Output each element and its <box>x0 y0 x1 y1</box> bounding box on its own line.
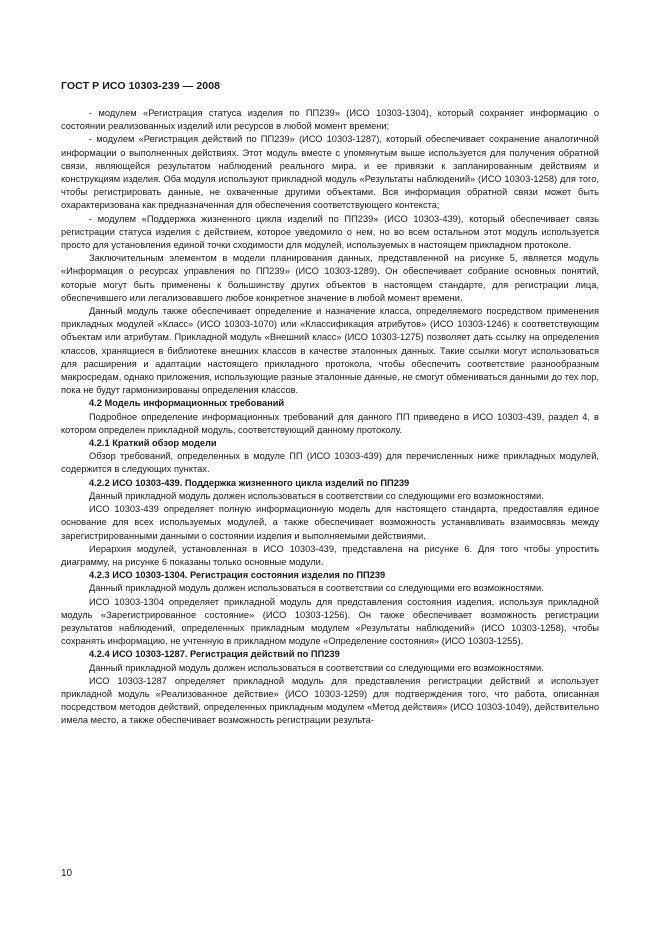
paragraph: ИСО 10303-1304 определяет прикладной модуль для представления состояния изделия, используя прикладной модуль «Зарегистрированное состояние» (ИСО 10303-1256). Он также обеспечивает возможность регистрации результатов наблюдений, определенных прикладным модулем «Результаты наблюдений» (ИСО 10303-1258), чтобы сохранять информацию, не учтенную в прикладном модуле «Определение состояния» (ИСО 10303-1255). <box>61 596 599 647</box>
section-heading: 4.2.3 ИСО 10303-1304. Регистрация состояния изделия по ПП239 <box>89 570 386 581</box>
paragraph: Подробное определение информационных требований для данного ПП приведено в ИСО 10303-439, раздел 4, в котором определен прикладной модуль, соответствующий данному протоколу. <box>61 411 599 435</box>
paragraph: Данный прикладной модуль должен использоваться в соответствии со следующими его возможностями. <box>89 662 544 673</box>
paragraph: Данный модуль также обеспечивает определение и назначение класса, определяемого посредством применения прикладных модулей «Класс» (ИСО 10303-1070) или «Классификация атрибутов» (ИСО 10303-1246) к соответствующим объектам или атрибутам. Прикладной модуль «Внешний класс» (ИСО 10303-1275) позволяет дать ссылку на определения классов, хранящиеся в библиотеке внешних классов в качестве эталонных данных. Такие ссылки могут использоваться для расширения и адаптации настоящего прикладного протокола, чтобы обеспечить соответствие разнообразным макросредам, однако приложения, использующие разные эталонные данные, не смогут обмениваться данными до тех пор, пока не будут гармонизированы определения классов. <box>61 306 599 396</box>
section-heading: 4.2.2 ИСО 10303-439. Поддержка жизненного цикла изделий по ПП239 <box>89 477 410 488</box>
section-heading: 4.2 Модель информационных требований <box>89 398 285 409</box>
paragraph: Обзор требований, определенных в модуле ПП (ИСО 10303-439) для перечисленных ниже прикладных модулей, содержится в следующих пунктах. <box>61 451 599 475</box>
document-body <box>61 107 599 728</box>
paragraph: Заключительным элементом в модели планирования данных, представленной на рисунке 5, является модуль «Информация о ресурсах управления по ПП239» (ИСО 10303-1289). Он обеспечивает собрание основных понятий, которые могут быть применены к большинству других объектов в настоящем стандарте, для регистрации лица, обеспечившего или легализовавшего любое конкретное значение в любой момент времени. <box>61 253 599 303</box>
paragraph: - модулем «Регистрация действий по ПП239» (ИСО 10303-1287), который обеспечивает сохранение аналогичной информации о выполненных действиях. Этот модуль вместе с упомянутым выше используется для получения обратной связи, являющейся результатом наблюдений реального мира, и ее привязки к запланированным действиям и конструкциям изделия. Оба модуля используют прикладной модуль «Результаты наблюдений» (ИСО 10303-1258) для того, чтобы регистрировать данные, не охваченные другими объектами. Вся информация обратной связи может быть охарактеризована как предназначенная для обеспечения соответствующего контекста; <box>61 134 599 211</box>
page-number: 10 <box>61 868 73 879</box>
section-heading: 4.2.4 ИСО 10303-1287. Регистрация действий по ПП239 <box>89 649 340 660</box>
paragraph: ИСО 10303-1287 определяет прикладной модуль для представления регистрации действий и использует прикладной модуль «Реализованное действие» (ИСО 10303-1259) для подтверждения того, что работа, описанная посредством методов действий, определенных прикладным модулем «Метод действия» (ИСО 10303-1049), действительно имела место, а также обеспечивает возможность регистрации результа- <box>61 675 599 726</box>
paragraph: Данный прикладной модуль должен использоваться в соответствии со следующими его возможностями. <box>89 583 544 594</box>
section-heading: 4.2.1 Краткий обзор модели <box>89 438 217 449</box>
paragraph: Данный прикладной модуль должен использоваться в соответствии со следующими его возможностями. <box>89 490 544 501</box>
paragraph: Иерархия модулей, установленная в ИСО 10303-439, представлена на рисунке 6. Для того чтобы упростить диаграмму, на рисунке 6 показаны только основные модули. <box>61 543 599 567</box>
paragraph: - модулем «Регистрация статуса изделия по ПП239» (ИСО 10303-1304), который сохраняет информацию о состоянии реализованных изделий или ресурсов в любой момент времени; <box>61 108 599 132</box>
paragraph: ИСО 10303-439 определяет полную информационную модель для настоящего стандарта, предоставляя единое основание для всех используемых модулей, а также обеспечивает возможность устанавливать взаимосвязь между зарегистрированными данными о состоянии изделия и выполняемыми действиями. <box>61 504 599 541</box>
page-header: ГОСТ Р ИСО 10303-239 — 2008 <box>61 80 221 92</box>
paragraph: - модулем «Поддержка жизненного цикла изделий по ПП239» (ИСО 10303-439), который обеспечивает связь регистрации статуса изделия с действием, которое уведомило о нем, но во всем остальном этот модуль используется просто для установления единой точки сходимости для модулей, используемых в настоящем прикладном протоколе. <box>61 213 599 251</box>
